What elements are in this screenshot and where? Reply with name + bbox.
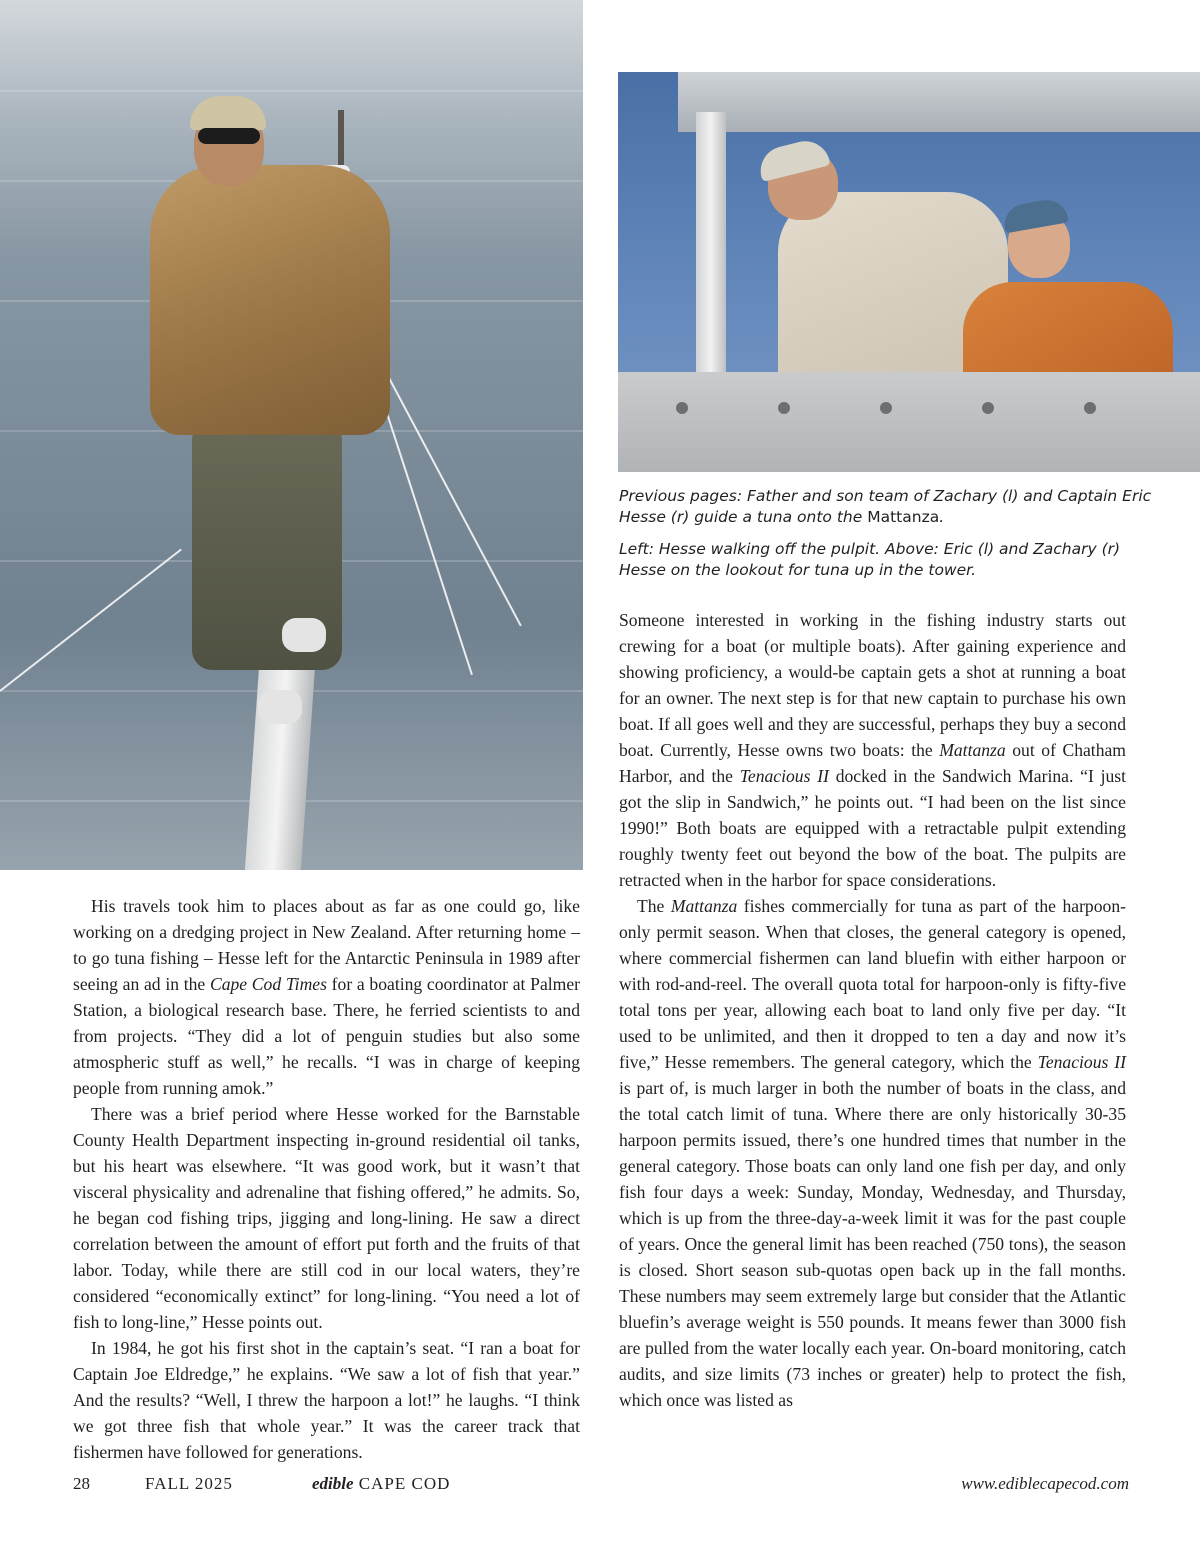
page-number: 28 (73, 1474, 90, 1493)
paragraph: The Mattanza fishes commercially for tuna as part of the harpoon-only permit season. When that closes, the general category is opened, where commercial fishermen can land bluefin with either harpoon or with rod-and-reel. The overall quota total for harpoon-only is fifty-five total tons per year, allowing each boat to land only five per day. “It used to be unlimited, and then it dropped to ten a day and now it’s five,” Hesse remembers. The general category, which the Tenacious II is part of, is much larger in both the number of boats in the class, and the total catch limit of tuna. Where there are only historically 30-35 harpoon permits issued, there’s one hundred times that number in the general category. Those boats can only land one fish per day, and only fish four days a week: Sunday, Monday, Wednesday, and Thursday, which is up from the three-day-a-week limit it was for the past couple of years. Once the general limit has been reached (750 tons), the season is closed. Short season sub-quotas open back up in the fall months. These numbers may seem extremely large but consider that the Atlantic bluefin’s average weight is 550 pounds. It means fewer than 3000 fish are pulled from the water locally each year. On-board monitoring, catch audits, and size limits (73 inches or greater) help to protect the fish, which once was listed as (619, 896, 1127, 1410)
paragraph: His travels took him to places about as far as one could go, like working on a dredging project in New Zealand. After returning home – to go tuna fishing – Hesse left for the Antarctic Peninsula in 1989 after seeing an ad in the Cape Cod Times for a boating coordinator at Palmer Station, a biological research base. There, he ferried scientists to and from projects. “They did a lot of penguin studies but also some atmospheric stuff as well,” he recalls. “I was in charge of keeping people from running amok.” (73, 896, 580, 1098)
right-column-text (619, 607, 1126, 1413)
magazine-brand: edible CAPE COD (312, 1474, 451, 1493)
photo-hesse-on-pulpit (0, 0, 583, 870)
issue-label: FALL 2025 (145, 1474, 233, 1493)
caption-previous-pages: Previous pages: Father and son team of Zachary (l) and Captain Eric Hesse (r) guide a tuna onto the Mattanza. (619, 487, 1152, 526)
photo-tower-lookout (618, 72, 1200, 472)
website-url: www.ediblecapecod.com (961, 1474, 1129, 1493)
paragraph: In 1984, he got his first shot in the captain’s seat. “I ran a boat for Captain Joe Eldredge,” he explains. “We saw a lot of fish that year.” And the results? “Well, I threw the harpoon a lot!” he laughs. “I think we got three fish that whole year.” It was the career track that fishermen have followed for generations. (73, 1338, 580, 1462)
left-column-text (73, 893, 580, 1465)
paragraph: Someone interested in working in the fishing industry starts out crewing for a boat (or multiple boats). After gaining experience and showing proficiency, a would-be captain gets a shot at running a boat for an owner. The next step is for that new captain to purchase his own boat. If all goes well and they are successful, perhaps they buy a second boat. Currently, Hesse owns two boats: the Mattanza out of Chatham Harbor, and the Tenacious II docked in the Sandwich Marina. “I just got the slip in Sandwich,” he points out. “I had been on the list since 1990!” Both boats are equipped with a retractable pulpit extending roughly twenty feet out beyond the bow of the boat. The pulpits are retracted when in the harbor for space considerations. (619, 610, 1126, 890)
paragraph: There was a brief period where Hesse worked for the Barnstable County Health Department inspecting in-ground residential oil tanks, but his heart was elsewhere. “It was good work, but it wasn’t that visceral physicality and adrenaline that fishing offered,” he admits. So, he began cod fishing trips, jigging and long-lining. He saw a direct correlation between the amount of effort put forth and the fruits of that labor. Today, while there are still cod in our local waters, they’re considered “economically extinct” for long-lining. “You need a lot of fish to long-line,” Hesse points out. (73, 1104, 580, 1332)
caption-photo-credits: Left: Hesse walking off the pulpit. Above: Eric (l) and Zachary (r) Hesse on the lookout for tuna up in the tower. (619, 540, 1121, 579)
